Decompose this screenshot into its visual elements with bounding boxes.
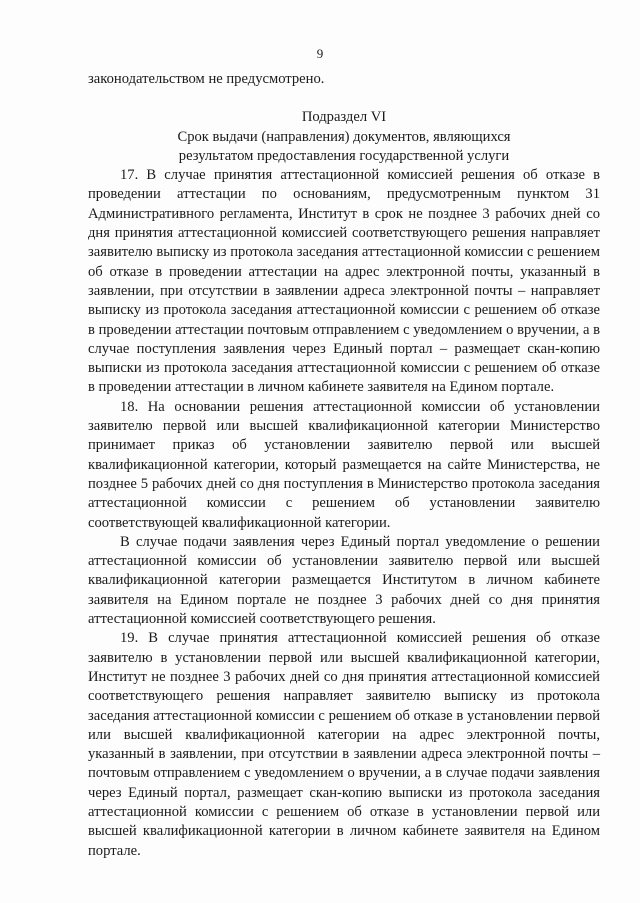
intro-line: законодательством не предусмотрено. <box>88 71 325 87</box>
page-number: 9 <box>316 46 324 61</box>
subsection-number: Подраздел VI <box>301 109 387 126</box>
subsection-title-line-1: Срок выдачи (направления) документов, являющихся <box>177 128 511 145</box>
paragraph-18-portal: В случае подачи заявления через Единый портал уведомление о решении аттестационной комиссии об установлении заявителю первой или высшей квалификационной категории размещается Институтом в личном кабинете заявителя на Едином портале не позднее 3 рабочих дней со дня принятия аттестационной комиссией соответствующего решения. <box>88 533 600 628</box>
document-body <box>88 70 600 861</box>
paragraph-19: 19. В случае принятия аттестационной комиссией решения об отказе заявителю в установлении первой или высшей квалификационной категории, Институт не позднее 3 рабочих дней со дня принятия аттестационной комиссией соответствующего решения направляет заявителю выписку из протокола заседания аттестационной комиссии с решением об отказе в установлении первой или высшей квалификационной категории на адрес электронной почты, указанный в заявлении, при отсутствии в заявлении адреса электронной почты – почтовым отправлением с уведомлением о вручении, а в случае подачи заявления через Единый портал, размещает скан-копию выписки из протокола заседания аттестационной комиссии с решением об отказе в установлении первой или высшей квалификационной категории в личном кабинете заявителя на Едином портале. <box>88 630 600 859</box>
paragraph-18: 18. На основании решения аттестационной комиссии об установлении заявителю первой или высшей квалификационной категории Министерство принимает приказ об установлении заявителю первой или высшей квалификационной категории, который размещается на сайте Министерства, не позднее 5 рабочих дней со дня поступления в Министерство протокола заседания аттестационной комиссии с решением об установлении заявителю соответствующей квалификационной категории. <box>88 398 600 531</box>
subsection-title-line-2: результатом предоставления государственной услуги <box>178 147 510 164</box>
paragraph-17: 17. В случае принятия аттестационной комиссией решения об отказе в проведении аттестации по основаниям, предусмотренным пунктом 31 Административного регламента, Институт в срок не позднее 3 рабочих дней со дня принятия аттестационной комиссией соответствующего решения направляет заявителю выписку из протокола заседания аттестационной комиссии с решением об отказе в проведении аттестации на адрес электронной почты, указанный в заявлении, при отсутствии в заявлении адреса электронной почты – направляет выписку из протокола заседания аттестационной комиссии с решением об отказе в проведении аттестации почтовым отправлением с уведомлением о вручении, а в случае поступления заявления через Единый портал – размещает скан-копию выписки из протокола заседания аттестационной комиссии с решением об отказе в проведении аттестации в личном кабинете заявителя на Едином портале. <box>88 167 600 396</box>
subsection-heading <box>88 108 600 166</box>
